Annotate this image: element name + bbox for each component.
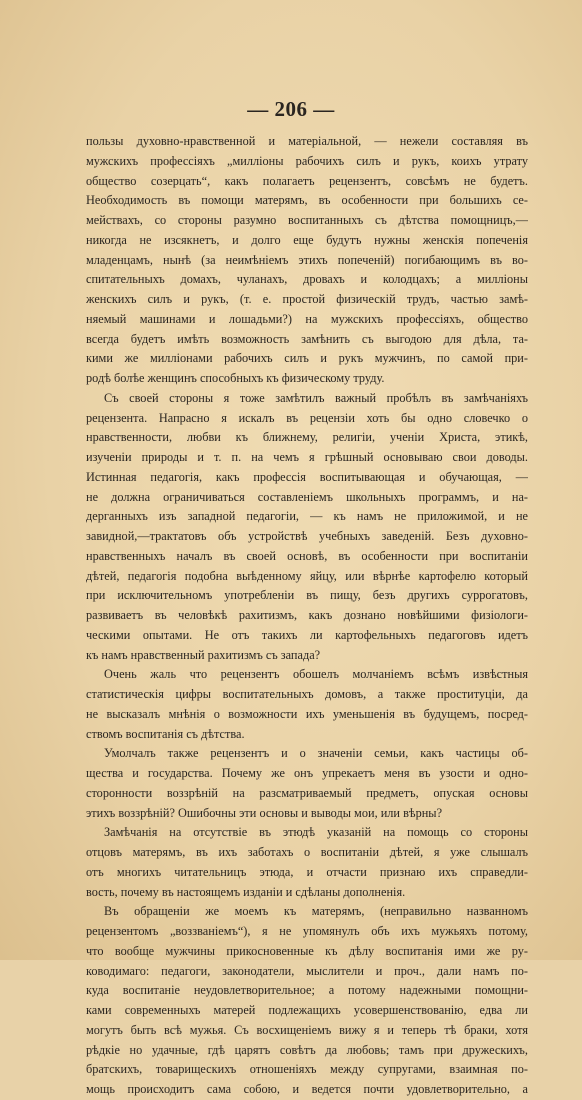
text-line: общество созерцать“, какъ полагаетъ рецензентъ, совсѣмъ не будетъ. (86, 173, 528, 188)
text-line: при исключительномъ употребленіи въ пищу, безъ другихъ суррогатовъ, (86, 588, 528, 603)
text-line: мощь происходитъ сама собою, и ведется почти удовлетворительно, а (86, 1082, 528, 1096)
text-line: Умолчалъ также рецензентъ и о значеніи семьи, какъ частицы об- (104, 746, 528, 761)
text-line: кими же милліонами рабочихъ силъ и рукъ мужчинъ, по самой при- (86, 351, 528, 366)
text-line: этихъ воззрѣній? Ошибочны эти основы и выводы мои, или вѣрны? (86, 805, 443, 820)
text-line: рецензентомъ „воззваніемъ“), я не упомянулъ объ ихъ мужьяхъ потому, (86, 924, 528, 938)
text-line: вость, почему въ настоящемъ изданіи и сдѣланы дополненія. (86, 884, 406, 899)
text-line: ками современныхъ матерей подлежащихъ усовершенствованію, едва ли (86, 1003, 528, 1017)
text-line: Необходимость въ помощи матерямъ, въ особенности при большихъ се- (86, 193, 528, 208)
text-line: няемый машинами и лошадьми?) на мужскихъ профессіяхъ, общество (86, 311, 528, 326)
text-line: братскихъ, товарищескихъ отношеніяхъ между супругами, взаимная по- (86, 1062, 528, 1077)
text-line: женскихъ силъ и рукъ, (т. е. простой физическій трудъ, частью замѣ- (86, 292, 528, 306)
text-line: не высказалъ мнѣнія о возможности ихъ уменьшенія въ будущемъ, посред- (86, 706, 528, 721)
text-line: куда воспитаніе неудовлетворительное; а потому надежными помощни- (86, 983, 528, 998)
text-line: отцовъ матерямъ, въ ихъ заботахъ о воспитаніи дѣтей, я уже слышалъ (86, 845, 528, 859)
text-line: мужскихъ профессіяхъ „милліоны рабочихъ силъ и рукъ, коихъ утрату (86, 153, 528, 168)
text-line: Истинная педагогія, какъ профессія воспитывающая и обучающая, — (86, 469, 528, 484)
text-line: Въ обращеніи же моемъ къ матерямъ, (неправильно названномъ (104, 904, 528, 919)
text-line: дѣтей, педагогія подобна выѣденному яйцу, или вѣрнѣе картофелю который (86, 568, 528, 583)
text-line: ствомъ воспитанія съ дѣтства. (86, 726, 245, 741)
body-text (86, 132, 528, 1100)
text-line: отъ многихъ читательницъ этюда, и отчасти признаю ихъ справедли- (86, 864, 528, 879)
text-line: всегда будетъ имѣть возможность замѣнить съ выгодою для дѣла, та- (86, 331, 528, 346)
text-line: родѣ болѣе женщинъ способныхъ къ физическому труду. (86, 371, 385, 385)
text-line: сторонности воззрѣній на разсматриваемый предметъ, опуская основы (86, 785, 528, 800)
text-line: мействахъ, со стороны разумно воспитанныхъ съ дѣтства помощницъ,— (86, 213, 528, 227)
text-line: нравственности, любви къ ближнему, религіи, ученіи Христа, этикѣ, (86, 430, 528, 445)
text-line: развиваетъ въ человѣкѣ рахитизмъ, какъ дознано новѣйшими физіологи- (86, 608, 528, 622)
text-line: дерганныхъ изъ западной педагогіи, — къ намъ не приложимой, и не (86, 509, 528, 524)
text-line: пользы духовно-нравственной и матеріальной, — нежели составляя въ (86, 134, 528, 148)
text-line: что вообще мужчины прикосновенные къ дѣлу воспитанія ими же ру- (86, 943, 528, 958)
text-line: спитательныхъ домахъ, чуланахъ, дровахъ и колодцахъ; а милліоны (86, 272, 528, 287)
text-line: ководимаго: педагоги, законодатели, мыслители и проч., дали намъ по- (86, 963, 528, 978)
text-line: нравственныхъ началъ въ своей основѣ, въ особенности при воспитаніи (86, 548, 528, 563)
text-line: младенцамъ, нынѣ (за неимѣніемъ этихъ попеченій) погибающимъ въ во- (86, 252, 528, 267)
text-line: Замѣчанія на отсутствіе въ этюдѣ указаній на помощь со стороны (104, 825, 528, 840)
text-line: могутъ быть всѣ мужья. Съ восхищеніемъ вижу я и теперь тѣ браки, хотя (86, 1022, 528, 1037)
page-number: — 206 — (247, 97, 335, 121)
text-line: ческими опытами. Не отъ такихъ ли картофельныхъ педагоговъ идетъ (86, 627, 528, 642)
text-line: Очень жаль что рецензентъ обошелъ молчаніемъ всѣмъ извѣстныя (104, 667, 528, 682)
text-line: изученіи природы и т. п. на чемъ я грѣшный основываю свои доводы. (86, 450, 528, 464)
text-line: никогда не изсякнетъ, и долго еще будутъ нужны женскія попеченія (86, 232, 528, 247)
text-line: завидной,—трактатовъ объ устройствѣ учебныхъ заведеній. Безъ духовно- (86, 529, 528, 543)
text-line: рѣдкіе но удачные, гдѣ царятъ совѣтъ да любовь; тамъ при дружескихъ, (86, 1042, 528, 1057)
text-line: къ намъ нравственный рахитизмъ съ запада? (86, 647, 321, 662)
text-line: Съ своей стороны я тоже замѣтилъ важный пробѣлъ въ замѣчаніяхъ (104, 390, 528, 405)
text-line: статистическія цифры воспитательныхъ домовъ, а также проституціи, да (86, 687, 528, 701)
text-line: щества и государства. Почему же онъ упрекаетъ меня въ узости и одно- (86, 766, 528, 780)
text-line: рецензента. Напрасно я искалъ въ рецензіи хоть бы одно словечко о (86, 410, 528, 425)
text-line: не должна ограничиваться составленіемъ школьныхъ программъ, и на- (86, 489, 528, 504)
